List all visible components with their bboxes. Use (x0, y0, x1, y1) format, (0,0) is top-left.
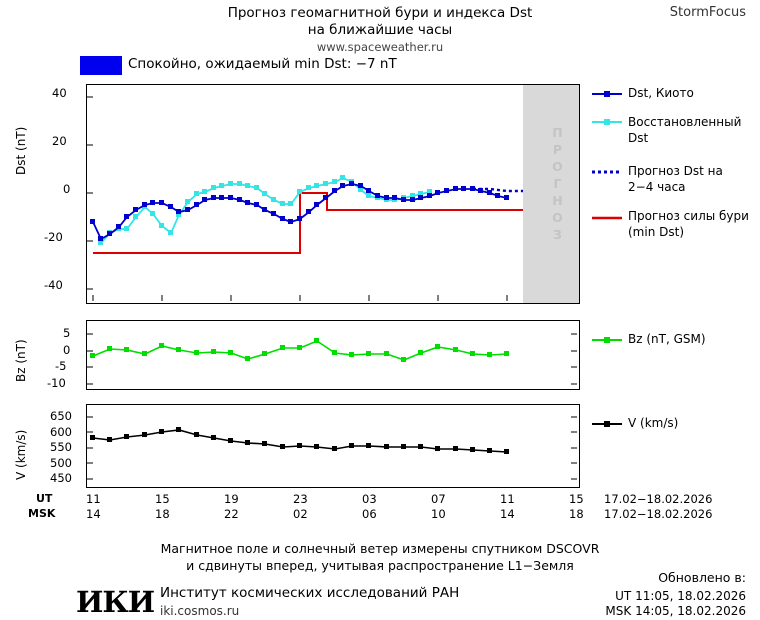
institute-logo: ИКИ (76, 585, 155, 619)
xtick-ut-0: 11 (86, 492, 101, 506)
legend-dst-restored-label: Восстановленный Dst (628, 115, 742, 145)
forecast-region-label: ПРОГНОЗ (550, 125, 565, 244)
legend-bz-swatch (592, 334, 622, 346)
bz-ytick-0: 0 (63, 343, 71, 357)
axis-label-v: V (km/s) (14, 429, 28, 480)
v-ytick-600: 600 (50, 425, 72, 439)
institute-name: Институт космических исследований РАН (160, 585, 460, 601)
xtick-msk-3: 02 (293, 507, 308, 521)
v-ytick-450: 450 (50, 471, 72, 485)
dst-ytick-0: 0 (63, 182, 71, 196)
xaxis-date-msk: 17.02−18.02.2026 (604, 507, 713, 521)
institute-url[interactable]: iki.cosmos.ru (160, 604, 240, 618)
bz-ytick-neg5: -5 (55, 359, 67, 373)
legend-dst-kyoto-swatch (592, 88, 622, 100)
dst-chart-svg (87, 85, 577, 301)
xaxis-row-ut-label: UT (36, 492, 53, 505)
series-v (93, 430, 507, 452)
legend-storm-strength-label: Прогноз силы бури (min Dst) (628, 209, 749, 239)
updated-msk: MSK 14:05, 18.02.2026 (605, 604, 746, 618)
legend-v-swatch (592, 418, 622, 430)
brand-label: StormFocus (669, 5, 746, 20)
axis-label-dst: Dst (nT) (14, 126, 28, 175)
dst-ytick-neg40: -40 (44, 278, 63, 292)
legend-dst-restored-swatch (592, 116, 622, 128)
xaxis-row-msk-label: MSK (28, 507, 56, 520)
bz-chart-svg (87, 321, 577, 387)
updated-title: Обновлено в: (658, 570, 746, 585)
footer-note-line2: и сдвинуты вперед, учитывая распространение L1−Земля (186, 558, 574, 573)
dst-ytick-neg20: -20 (44, 230, 63, 244)
legend-v-label: V (km/s) (628, 416, 679, 430)
xtick-msk-6: 14 (500, 507, 515, 521)
status-text: Спокойно, ожидаемый min Dst: −7 nT (128, 56, 397, 72)
footer-note-line1: Магнитное поле и солнечный ветер измерены спутником DSCOVR (160, 541, 600, 556)
status-banner (80, 55, 480, 77)
xtick-ut-1: 15 (155, 492, 170, 506)
legend-dst-forecast-label: Прогноз Dst на 2−4 часа (628, 164, 723, 194)
xtick-msk-4: 06 (362, 507, 377, 521)
xtick-msk-1: 18 (155, 507, 170, 521)
series-bz (93, 341, 507, 360)
legend-dst-forecast-swatch (592, 166, 622, 178)
legend-storm-strength-swatch (592, 212, 622, 224)
v-ytick-550: 550 (50, 440, 72, 454)
xtick-msk-5: 10 (431, 507, 446, 521)
bz-ytick-5: 5 (63, 326, 71, 340)
xtick-ut-2: 19 (224, 492, 239, 506)
site-url: www.spaceweather.ru (316, 40, 444, 54)
xaxis-date-ut: 17.02−18.02.2026 (604, 492, 713, 506)
v-chart-panel (86, 404, 580, 488)
xtick-msk-0: 14 (86, 507, 101, 521)
dst-chart-panel (86, 84, 580, 304)
v-ytick-650: 650 (50, 409, 72, 423)
page-subtitle: на ближайшие часы (307, 22, 453, 38)
legend-bz-label: Bz (nT, GSM) (628, 332, 706, 346)
xtick-ut-7: 15 (569, 492, 584, 506)
updated-ut: UT 11:05, 18.02.2026 (615, 589, 746, 603)
axis-label-bz: Bz (nT) (14, 339, 28, 382)
dst-ytick-20: 20 (52, 134, 67, 148)
xtick-msk-2: 22 (224, 507, 239, 521)
bz-chart-panel (86, 320, 580, 390)
status-color-swatch (80, 56, 122, 75)
dst-ytick-40: 40 (52, 86, 67, 100)
xtick-ut-5: 07 (431, 492, 446, 506)
xtick-ut-3: 23 (293, 492, 308, 506)
bz-ytick-neg10: -10 (47, 376, 66, 390)
legend-dst-kyoto-label: Dst, Киото (628, 86, 694, 100)
page-title: Прогноз геомагнитной бури и индекса Dst (227, 5, 533, 21)
v-chart-svg (87, 405, 577, 485)
series-v-markers (90, 427, 509, 454)
series-storm-strength (93, 193, 576, 253)
v-ytick-500: 500 (50, 456, 72, 470)
xtick-ut-6: 11 (500, 492, 515, 506)
xtick-msk-7: 18 (569, 507, 584, 521)
xtick-ut-4: 03 (362, 492, 377, 506)
